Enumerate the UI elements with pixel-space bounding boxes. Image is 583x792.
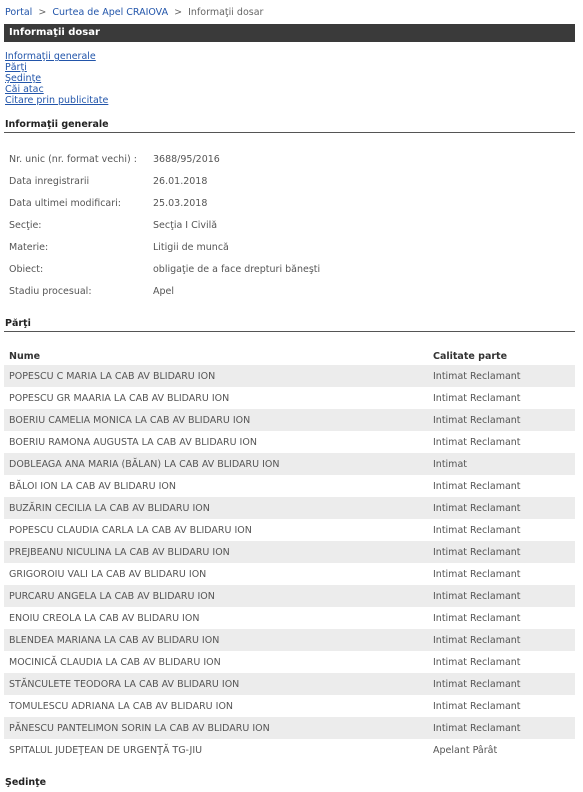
table-row [4,563,575,585]
info-value: Litigii de muncă [153,242,229,253]
table-row [4,453,575,475]
party-role: Intimat Reclamant [433,656,521,668]
section-heading-general-info: Informaţii generale [4,120,575,133]
table-row [4,651,575,673]
info-value: obligaţie de a face drepturi băneşti [153,264,321,275]
breadcrumb [5,7,263,18]
party-name: ENOIU CREOLA LA CAB AV BLIDARU ION [9,612,200,624]
party-name: BĂLOI ION LA CAB AV BLIDARU ION [9,480,177,492]
parti-table [4,351,575,761]
info-row-section [9,219,569,241]
party-role: Apelant Pârât [433,744,498,756]
info-value: 3688/95/2016 [153,154,220,165]
anchor-link-parti[interactable]: Părţi [5,62,27,73]
party-role: Intimat Reclamant [428,717,575,739]
party-name: MOCINICĂ CLAUDIA LA CAB AV BLIDARU ION [9,656,221,668]
table-row [4,409,575,431]
info-row-object [9,263,569,285]
section-anchor-links [5,51,108,106]
info-label: Nr. unic (nr. format vechi) : [9,154,137,165]
party-role: Intimat Reclamant [428,541,575,563]
page-title: Informaţii dosar [4,24,575,42]
table-row [4,717,575,739]
party-name: PURCARU ANGELA LA CAB AV BLIDARU ION [4,585,428,607]
party-role: Intimat Reclamant [433,568,521,580]
info-label: Stadiu procesual: [9,286,92,297]
info-row-last-modified [9,197,569,219]
party-role: Intimat Reclamant [428,365,575,387]
column-header-calitate: Calitate parte [433,351,508,362]
section-heading-parti: Părţi [4,319,575,332]
info-row-case-number [9,153,569,175]
table-row [4,607,575,629]
section-heading-sedinte: Şedinţe [5,777,47,788]
info-value: 25.03.2018 [153,198,208,209]
party-role: Intimat Reclamant [433,480,521,492]
party-name: BOERIU RAMONA AUGUSTA LA CAB AV BLIDARU ION [9,436,257,448]
info-label: Data inregistrarii [9,176,90,187]
table-row [4,739,575,761]
table-row [4,629,575,651]
party-role: Intimat Reclamant [433,392,521,404]
party-role: Intimat [428,453,575,475]
table-row [4,497,575,519]
column-header-nume: Nume [9,351,41,362]
table-row [4,431,575,453]
breadcrumb-portal-link[interactable]: Portal [5,7,33,18]
party-role: Intimat Reclamant [433,524,521,536]
party-role: Intimat Reclamant [428,585,575,607]
anchor-link-cai-atac[interactable]: Căi atac [5,84,44,95]
info-row-registration-date [9,175,569,197]
table-row [4,387,575,409]
anchor-link-sedinte[interactable]: Şedinţe [5,73,42,84]
table-row [4,541,575,563]
party-role: Intimat Reclamant [433,612,521,624]
party-role: Intimat Reclamant [428,629,575,651]
table-row [4,519,575,541]
info-row-matter [9,241,569,263]
general-info-list [9,153,569,307]
info-value: Apel [153,286,175,297]
party-name: POPESCU CLAUDIA CARLA LA CAB AV BLIDARU ION [9,524,252,536]
party-name: STĂNCULETE TEODORA LA CAB AV BLIDARU ION [4,673,428,695]
party-name: TOMULESCU ADRIANA LA CAB AV BLIDARU ION [9,700,234,712]
table-row [4,585,575,607]
party-role: Intimat Reclamant [428,673,575,695]
table-row [4,475,575,497]
anchor-link-general-info[interactable]: Informaţii generale [5,51,96,62]
table-header-row [4,351,575,365]
party-name: BLENDEA MARIANA LA CAB AV BLIDARU ION [4,629,428,651]
info-label: Obiect: [9,264,44,275]
info-value: Secţia I Civilă [153,220,218,231]
info-label: Data ultimei modificari: [9,198,121,209]
party-role: Intimat Reclamant [428,497,575,519]
party-name: BOERIU CAMELIA MONICA LA CAB AV BLIDARU ION [4,409,428,431]
party-name: SPITALUL JUDEŢEAN DE URGENŢĂ TG-JIU [9,744,203,756]
party-name: PREJBEANU NICULINA LA CAB AV BLIDARU ION [4,541,428,563]
anchor-link-citare[interactable]: Citare prin publicitate [5,95,109,106]
party-name: PĂNESCU PANTELIMON SORIN LA CAB AV BLIDARU ION [4,717,428,739]
info-label: Materie: [9,242,49,253]
party-name: BUZĂRIN CECILIA LA CAB AV BLIDARU ION [4,497,428,519]
party-name: DOBLEAGA ANA MARIA (BĂLAN) LA CAB AV BLIDARU ION [4,453,428,475]
breadcrumb-court-link[interactable]: Curtea de Apel CRAIOVA [52,7,169,18]
party-name: GRIGOROIU VALI LA CAB AV BLIDARU ION [9,568,207,580]
party-role: Intimat Reclamant [428,409,575,431]
breadcrumb-separator: > [174,7,183,18]
table-row [4,365,575,387]
table-row [4,695,575,717]
info-label: Secţie: [9,220,42,231]
party-name: POPESCU C MARIA LA CAB AV BLIDARU ION [4,365,428,387]
party-name: POPESCU GR MAARIA LA CAB AV BLIDARU ION [9,392,230,404]
info-value: 26.01.2018 [153,176,208,187]
party-role: Intimat Reclamant [433,436,521,448]
party-role: Intimat Reclamant [433,700,521,712]
info-row-procedural-stage [9,285,569,307]
table-row [4,673,575,695]
breadcrumb-current: Informaţii dosar [188,7,264,18]
breadcrumb-separator: > [38,7,47,18]
